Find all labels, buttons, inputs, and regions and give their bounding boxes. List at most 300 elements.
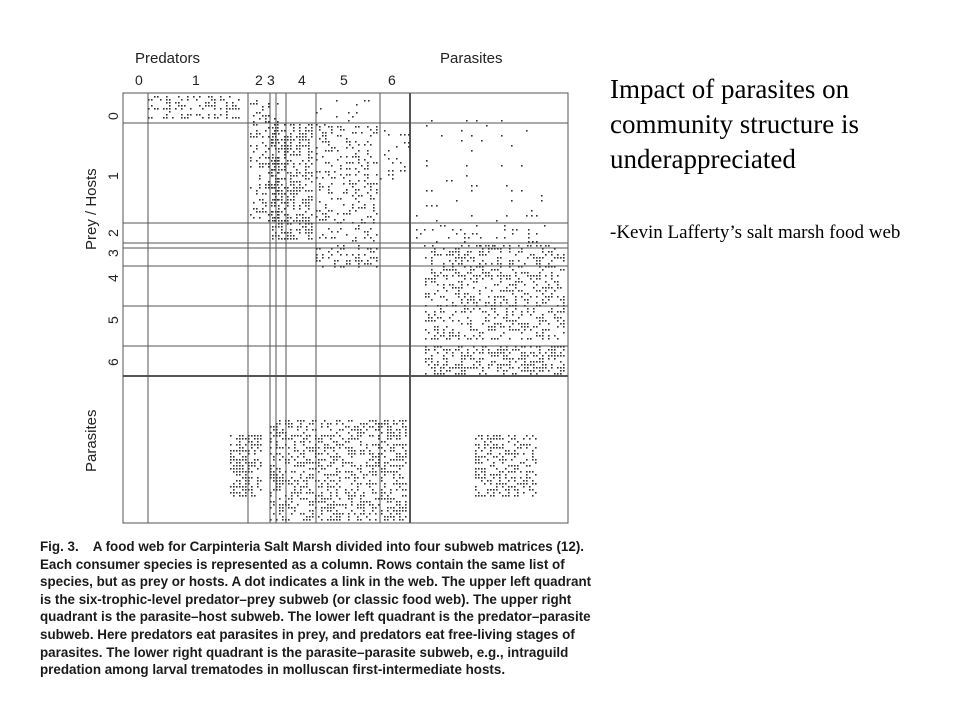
link-dot: [352, 207, 354, 209]
link-dot: [363, 513, 365, 515]
link-dot: [527, 367, 529, 369]
link-dot: [358, 162, 360, 164]
link-dot: [259, 118, 261, 120]
link-dot: [364, 144, 366, 146]
link-dot: [405, 516, 407, 518]
link-dot: [449, 251, 451, 253]
link-dot: [236, 459, 238, 461]
link-dot: [467, 293, 469, 295]
link-dot: [527, 299, 529, 301]
link-dot: [378, 423, 380, 425]
link-dot: [488, 272, 490, 274]
link-dot: [265, 193, 267, 195]
link-dot: [268, 172, 270, 174]
link-dot: [399, 510, 401, 512]
link-dot: [354, 495, 356, 497]
link-dot: [529, 465, 531, 467]
link-dot: [333, 462, 335, 464]
link-dot: [288, 459, 290, 461]
link-dot: [290, 184, 292, 186]
link-dot: [273, 474, 275, 476]
link-dot: [396, 158, 398, 160]
link-dot: [299, 184, 301, 186]
link-dot: [527, 272, 529, 274]
link-dot: [443, 275, 445, 277]
link-dot: [363, 510, 365, 512]
link-dot: [248, 462, 250, 464]
link-dot: [378, 459, 380, 461]
link-dot: [345, 504, 347, 506]
link-dot: [311, 124, 313, 126]
link-dot: [372, 465, 374, 467]
link-dot: [239, 486, 241, 488]
link-dot: [369, 450, 371, 452]
link-dot: [274, 145, 276, 147]
link-dot: [393, 474, 395, 476]
link-dot: [500, 275, 502, 277]
link-dot: [370, 228, 372, 230]
link-dot: [509, 245, 511, 247]
link-dot: [363, 495, 365, 497]
link-dot: [545, 275, 547, 277]
link-dot: [300, 492, 302, 494]
link-dot: [370, 129, 372, 131]
link-dot: [557, 254, 559, 256]
link-dot: [306, 492, 308, 494]
link-dot: [458, 364, 460, 366]
link-dot: [363, 501, 365, 503]
link-dot: [278, 181, 280, 183]
link-dot: [497, 367, 499, 369]
link-dot: [376, 183, 378, 185]
link-dot: [274, 166, 276, 168]
link-dot: [373, 240, 375, 242]
link-dot: [303, 420, 305, 422]
link-dot: [278, 238, 280, 240]
link-dot: [521, 190, 523, 192]
link-dot: [300, 486, 302, 488]
link-dot: [285, 501, 287, 503]
link-dot: [268, 187, 270, 189]
link-dot: [502, 456, 504, 458]
link-dot: [300, 462, 302, 464]
link-dot: [521, 355, 523, 357]
link-dot: [517, 492, 519, 494]
link-dot: [393, 420, 395, 422]
link-dot: [290, 154, 292, 156]
link-dot: [482, 323, 484, 325]
link-dot: [302, 202, 304, 204]
link-dot: [431, 278, 433, 280]
link-dot: [327, 474, 329, 476]
link-dot: [548, 296, 550, 298]
link-dot: [375, 483, 377, 485]
link-dot: [239, 438, 241, 440]
link-dot: [278, 193, 280, 195]
link-dot: [458, 287, 460, 289]
link-dot: [479, 290, 481, 292]
link-dot: [434, 320, 436, 322]
link-dot: [399, 420, 401, 422]
link-dot: [271, 205, 273, 207]
link-dot: [470, 266, 472, 268]
link-dot: [272, 193, 274, 195]
link-dot: [431, 317, 433, 319]
link-dot: [360, 519, 362, 521]
link-dot: [355, 198, 357, 200]
link-dot: [355, 237, 357, 239]
link-dot: [300, 513, 302, 515]
link-dot: [291, 498, 293, 500]
link-dot: [464, 335, 466, 337]
link-dot: [369, 483, 371, 485]
matrix-frame: [123, 93, 568, 523]
link-dot: [545, 266, 547, 268]
link-dot: [355, 240, 357, 242]
link-dot: [346, 260, 348, 262]
link-dot: [536, 233, 538, 235]
link-dot: [481, 495, 483, 497]
link-dot: [506, 302, 508, 304]
link-dot: [299, 124, 301, 126]
link-dot: [404, 134, 406, 136]
link-dot: [490, 495, 492, 497]
link-dot: [532, 480, 534, 482]
link-dot: [396, 146, 398, 148]
link-dot: [321, 492, 323, 494]
link-dot: [306, 429, 308, 431]
link-dot: [390, 459, 392, 461]
link-dot: [526, 480, 528, 482]
link-dot: [503, 245, 505, 247]
link-dot: [276, 429, 278, 431]
link-dot: [540, 245, 542, 247]
link-dot: [357, 438, 359, 440]
link-dot: [563, 299, 565, 301]
link-dot: [248, 453, 250, 455]
link-dot: [434, 275, 436, 277]
link-dots: [148, 96, 565, 521]
link-dot: [284, 124, 286, 126]
link-dot: [484, 468, 486, 470]
link-dot: [431, 205, 433, 207]
link-dot: [494, 248, 496, 250]
link-dot: [524, 263, 526, 265]
link-dot: [306, 516, 308, 518]
link-dot: [393, 477, 395, 479]
link-dot: [548, 287, 550, 289]
link-dot: [467, 367, 469, 369]
link-dot: [485, 254, 487, 256]
link-dot: [242, 477, 244, 479]
link-dot: [472, 233, 474, 235]
link-dot: [294, 450, 296, 452]
link-dot: [481, 480, 483, 482]
link-dot: [506, 275, 508, 277]
link-dot: [251, 489, 253, 491]
link-dot: [390, 435, 392, 437]
link-dot: [308, 232, 310, 234]
link-dot: [506, 355, 508, 357]
link-dot: [281, 139, 283, 141]
link-dot: [306, 519, 308, 521]
link-dot: [352, 147, 354, 149]
link-dot: [446, 254, 448, 256]
link-dot: [272, 157, 274, 159]
link-dot: [343, 177, 345, 179]
link-dot: [456, 200, 458, 202]
link-dot: [396, 423, 398, 425]
parasites-axis-label: Parasites: [83, 409, 100, 472]
link-dot: [287, 223, 289, 225]
link-dot: [446, 269, 448, 271]
link-dot: [352, 162, 354, 164]
link-dot: [387, 438, 389, 440]
link-dot: [517, 453, 519, 455]
link-dot: [272, 142, 274, 144]
link-dot: [208, 102, 210, 104]
link-dot: [551, 287, 553, 289]
link-dot: [284, 157, 286, 159]
link-dot: [322, 186, 324, 188]
link-dot: [328, 174, 330, 176]
link-dot: [404, 166, 406, 168]
link-dot: [517, 495, 519, 497]
link-dot: [461, 263, 463, 265]
link-dot: [478, 495, 480, 497]
link-dot: [349, 263, 351, 265]
link-dot: [272, 175, 274, 177]
link-dot: [299, 172, 301, 174]
link-dot: [220, 114, 222, 116]
link-dot: [308, 145, 310, 147]
link-dot: [512, 311, 514, 313]
link-dot: [485, 302, 487, 304]
link-dot: [455, 251, 457, 253]
link-dot: [542, 317, 544, 319]
link-dot: [305, 211, 307, 213]
link-dot: [271, 202, 273, 204]
link-dot: [336, 453, 338, 455]
link-dot: [351, 429, 353, 431]
link-dot: [554, 317, 556, 319]
link-dot: [530, 278, 532, 280]
link-dot: [393, 447, 395, 449]
link-dot: [322, 135, 324, 137]
link-dot: [327, 444, 329, 446]
link-dot: [324, 450, 326, 452]
figure-caption: [40, 538, 600, 679]
link-dot: [449, 335, 451, 337]
link-dot: [434, 367, 436, 369]
link-dot: [384, 441, 386, 443]
link-dot: [532, 459, 534, 461]
link-dot: [278, 199, 280, 201]
link-dot: [390, 438, 392, 440]
link-dot: [254, 453, 256, 455]
link-dot: [233, 468, 235, 470]
link-dot: [287, 148, 289, 150]
link-dot: [346, 213, 348, 215]
link-dot: [327, 498, 329, 500]
link-dot: [319, 237, 321, 239]
link-dot: [178, 102, 180, 104]
link-dot: [248, 480, 250, 482]
link-dot: [542, 287, 544, 289]
link-dot: [290, 160, 292, 162]
link-dot: [378, 435, 380, 437]
link-dot: [226, 102, 228, 104]
link-dot: [514, 486, 516, 488]
link-dot: [451, 180, 453, 182]
link-dot: [273, 429, 275, 431]
link-dot: [166, 108, 168, 110]
link-dot: [340, 248, 342, 250]
link-dot: [306, 498, 308, 500]
link-dot: [502, 462, 504, 464]
link-dot: [503, 364, 505, 366]
link-dot: [287, 187, 289, 189]
link-dot: [521, 296, 523, 298]
link-dot: [408, 146, 410, 148]
link-dot: [381, 513, 383, 515]
link-dot: [236, 450, 238, 452]
link-dot: [542, 329, 544, 331]
link-dot: [426, 205, 428, 207]
link-dot: [309, 477, 311, 479]
link-dot: [425, 338, 427, 340]
link-dot: [265, 151, 267, 153]
link-dot: [342, 423, 344, 425]
link-dot: [275, 190, 277, 192]
link-dot: [279, 423, 281, 425]
link-dot: [497, 355, 499, 357]
link-dot: [211, 105, 213, 107]
link-dot: [515, 296, 517, 298]
link-dot: [484, 495, 486, 497]
link-dot: [208, 114, 210, 116]
link-dot: [372, 444, 374, 446]
link-dot: [384, 498, 386, 500]
link-dot: [272, 163, 274, 165]
link-dot: [476, 233, 478, 235]
link-dot: [370, 251, 372, 253]
link-dot: [322, 254, 324, 256]
link-dot: [327, 504, 329, 506]
link-dot: [518, 329, 520, 331]
link-dot: [343, 219, 345, 221]
link-dot: [315, 447, 317, 449]
link-dot: [265, 145, 267, 147]
link-dot: [475, 471, 477, 473]
link-dot: [452, 355, 454, 357]
link-dot: [476, 266, 478, 268]
link-dot: [375, 513, 377, 515]
link-dot: [388, 150, 390, 152]
link-dot: [464, 254, 466, 256]
link-dot: [512, 233, 514, 235]
link-dot: [293, 163, 295, 165]
link-dot: [434, 311, 436, 313]
link-dot: [279, 420, 281, 422]
link-dot: [416, 237, 418, 239]
link-dot: [443, 284, 445, 286]
link-dot: [265, 205, 267, 207]
link-dot: [331, 192, 333, 194]
link-dot: [509, 358, 511, 360]
link-dot: [281, 211, 283, 213]
link-dot: [470, 329, 472, 331]
link-dot: [202, 108, 204, 110]
link-dot: [508, 465, 510, 467]
link-dot: [425, 257, 427, 259]
link-dot: [509, 338, 511, 340]
link-dot: [355, 153, 357, 155]
link-dot: [551, 308, 553, 310]
link-dot: [308, 223, 310, 225]
link-dot: [440, 308, 442, 310]
link-dot: [245, 459, 247, 461]
link-dot: [487, 444, 489, 446]
link-dot: [563, 323, 565, 325]
link-dot: [208, 96, 210, 98]
link-dot: [475, 489, 477, 491]
link-dot: [285, 444, 287, 446]
link-dot: [279, 498, 281, 500]
link-dot: [425, 329, 427, 331]
link-dot: [233, 489, 235, 491]
link-dot: [458, 296, 460, 298]
link-dot: [446, 275, 448, 277]
link-dot: [270, 492, 272, 494]
link-dot: [518, 358, 520, 360]
link-dot: [287, 220, 289, 222]
link-dot: [402, 489, 404, 491]
link-dot: [557, 317, 559, 319]
link-dot: [375, 519, 377, 521]
link-dot: [242, 450, 244, 452]
link-dot: [560, 346, 562, 348]
link-dot: [254, 465, 256, 467]
link-dot: [275, 127, 277, 129]
link-dot: [493, 456, 495, 458]
link-dot: [300, 465, 302, 467]
link-dot: [297, 420, 299, 422]
link-dot: [482, 248, 484, 250]
link-dot: [360, 429, 362, 431]
link-dot: [290, 181, 292, 183]
link-dot: [278, 151, 280, 153]
link-dot: [536, 296, 538, 298]
link-dot: [476, 281, 478, 283]
link-dot: [461, 287, 463, 289]
link-dot: [473, 257, 475, 259]
link-dot: [496, 447, 498, 449]
link-dot: [268, 220, 270, 222]
link-dot: [458, 338, 460, 340]
link-dot: [287, 160, 289, 162]
link-dot: [287, 199, 289, 201]
link-dot: [294, 459, 296, 461]
link-dot: [539, 370, 541, 372]
link-dot: [420, 233, 422, 235]
link-dot: [334, 147, 336, 149]
link-dot: [275, 199, 277, 201]
link-dot: [431, 263, 433, 265]
link-dot: [554, 373, 556, 375]
link-dot: [366, 474, 368, 476]
link-dot: [390, 501, 392, 503]
